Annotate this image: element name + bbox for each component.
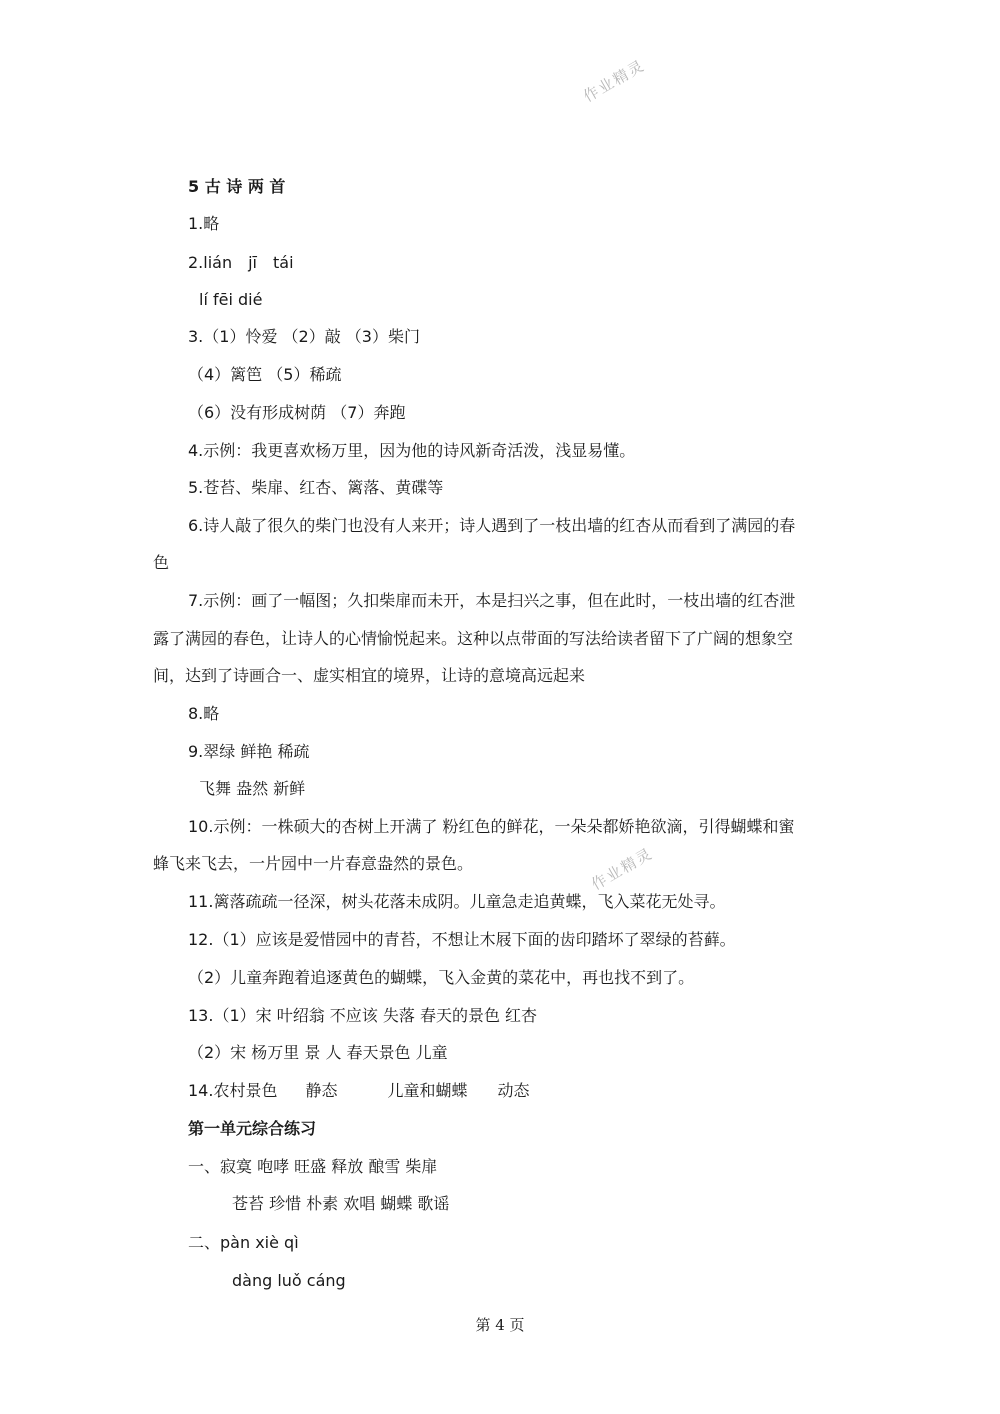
answer-line: 间，达到了诗画合一、虚实相宜的境界，让诗的意境高远起来 [153, 666, 586, 685]
answer-line: 1.略 [188, 214, 220, 233]
answer-segment: 静态 [305, 1081, 338, 1100]
answer-line: （2）儿童奔跑着追逐黄色的蝴蝶，飞入金黄的菜花中，再也找不到了。 [188, 968, 695, 987]
answer-line: 9.翠绿 鲜艳 稀疏 [188, 742, 310, 761]
answer-line: 苍苔 珍惜 朴素 欢唱 蝴蝶 歌谣 [232, 1194, 450, 1213]
answer-line-pinyin: 二、pàn xiè qì [188, 1233, 299, 1252]
pinyin-lian: 2.lián [188, 253, 233, 272]
watermark-middle: 作业精灵 [588, 844, 657, 894]
answer-segment: 14.农村景色 [188, 1081, 278, 1100]
answer-line: 8.略 [188, 704, 220, 723]
answer-line: 12.（1）应该是爱惜园中的青苔，不想让木屐下面的齿印踏坏了翠绿的苔藓。 [188, 930, 736, 949]
answer-line: 飞舞 盎然 新鲜 [199, 779, 306, 798]
answer-line: 6.诗人敲了很久的柴门也没有人来开；诗人遇到了一枝出墙的红杏从而看到了满园的春 [188, 516, 796, 535]
answer-line: 4.示例：我更喜欢杨万里，因为他的诗风新奇活泼，浅显易懂。 [188, 441, 636, 460]
answer-line: （2）宋 杨万里 景 人 春天景色 儿童 [188, 1043, 448, 1062]
answer-line [188, 1080, 530, 1102]
answer-line-pinyin [188, 252, 294, 274]
section-title: 5 古 诗 两 首 [188, 177, 286, 196]
answer-segment: 儿童和蝴蝶 [387, 1081, 468, 1100]
answer-line: 7.示例：画了一幅图；久扣柴扉而未开，本是扫兴之事，但在此时，一枝出墙的红杏泄 [188, 591, 796, 610]
answer-line: 蜂飞来飞去，一片园中一片春意盎然的景色。 [153, 854, 474, 873]
answer-line: 3.（1）怜爱 （2）敲 （3）柴门 [188, 327, 420, 346]
answer-segment: 动态 [497, 1081, 530, 1100]
unit-exercise-title: 第一单元综合练习 [188, 1119, 317, 1138]
answer-line: 5.苍苔、柴扉、红杏、篱落、黄碟等 [188, 478, 444, 497]
pinyin-tai: tái [273, 253, 294, 272]
answer-line: （4）篱笆 （5）稀疏 [188, 365, 342, 384]
answer-line: 10.示例：一株硕大的杏树上开满了 粉红色的鲜花，一朵朵都娇艳欲滴，引得蝴蝶和蜜 [188, 817, 795, 836]
answer-line: 露了满园的春色，让诗人的心情愉悦起来。这种以点带面的写法给读者留下了广阔的想象空 [153, 629, 794, 648]
answer-line-pinyin: lí fēi dié [199, 290, 263, 309]
answer-line: （6）没有形成树荫 （7）奔跑 [188, 403, 406, 422]
answer-line: 13.（1）宋 叶绍翁 不应该 失落 春天的景色 红杏 [188, 1006, 538, 1025]
watermark-top: 作业精灵 [580, 56, 649, 106]
answer-line: 一、寂寞 咆哮 旺盛 释放 酿雪 柴扉 [188, 1157, 438, 1176]
answer-line: 11.篱落疏疏一径深，树头花落未成阴。儿童急走追黄蝶，飞入菜花无处寻。 [188, 892, 726, 911]
pinyin-ji: jī [248, 253, 257, 272]
answer-line: 色 [153, 553, 170, 572]
answer-line-pinyin: dàng luǒ cáng [232, 1271, 346, 1290]
page-number: 第 4 页 [475, 1316, 525, 1334]
